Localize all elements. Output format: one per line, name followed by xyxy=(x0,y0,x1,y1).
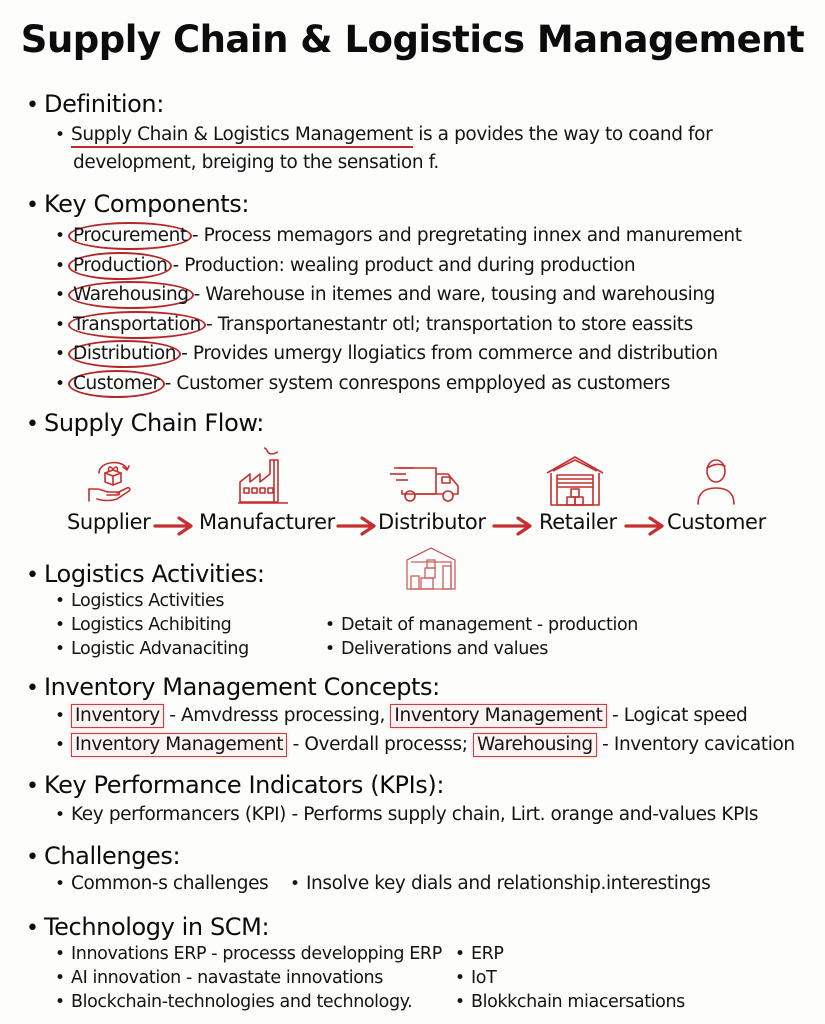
heading-challenges: • Challenges: xyxy=(26,842,181,870)
heading-flow: • Supply Chain Flow: xyxy=(26,409,264,437)
technology-text: ERP xyxy=(471,944,504,964)
logistics-item xyxy=(55,639,249,659)
bullet: • xyxy=(55,968,65,988)
definition-line-2: development, breiging to the sensation f. xyxy=(73,152,439,173)
heading-text: Definition: xyxy=(44,90,164,118)
bullet: • xyxy=(55,735,65,755)
bullet: • xyxy=(455,944,465,964)
bullet: • xyxy=(55,944,65,964)
logistics-item xyxy=(325,639,548,659)
heading-key-components: • Key Components: xyxy=(26,190,250,218)
heading-definition: • Definition: xyxy=(26,90,164,118)
bullet: • xyxy=(55,344,65,364)
kpi-item: • Key performancers (KPI) - Performs supply chain, Lirt. orange and-values KPIs xyxy=(55,804,759,825)
technology-item xyxy=(455,944,504,964)
heading-text: Challenges: xyxy=(44,842,181,870)
component-desc: - Process memagors and pregretating innex and manurement xyxy=(191,225,742,246)
heading-text: Logistics Activities: xyxy=(44,560,265,588)
challenge-text: Common-s challenges xyxy=(71,873,269,894)
component-item xyxy=(55,340,718,368)
page-title: Supply Chain & Logistics Management xyxy=(20,18,805,61)
component-term: Distribution xyxy=(68,340,181,368)
component-item xyxy=(55,370,670,398)
heading-text: Key Performance Indicators (KPIs): xyxy=(44,771,445,799)
bullet: • xyxy=(55,992,65,1012)
logistics-text: Detait of management - production xyxy=(341,615,638,635)
inventory-desc: - Inventory cavication xyxy=(596,734,795,755)
flow-arrow-icon xyxy=(624,514,666,538)
flow-step-retailer: Retailer xyxy=(539,510,617,534)
component-term: Warehousing xyxy=(68,281,194,309)
person-icon xyxy=(694,456,738,506)
bullet: • xyxy=(55,255,65,276)
challenge-text: Insolve key dials and relationship.interestings xyxy=(306,873,711,894)
component-item xyxy=(55,222,742,250)
technology-item xyxy=(455,968,496,988)
bullet: • xyxy=(325,615,335,635)
warehouse-icon xyxy=(545,455,605,507)
inventory-term: Inventory Management xyxy=(390,704,606,728)
technology-item xyxy=(55,968,383,988)
definition-line-1: • Supply Chain & Logistics Management is a povides the way to coand for xyxy=(55,124,712,145)
technology-item xyxy=(455,992,685,1012)
component-term: Transportation xyxy=(68,311,206,339)
heading-text: Technology in SCM: xyxy=(44,913,270,941)
factory-icon xyxy=(238,446,294,504)
heading-text: Inventory Management Concepts: xyxy=(44,673,440,701)
component-item xyxy=(55,281,715,309)
logistics-text: Deliverations and values xyxy=(341,639,549,659)
challenge-item: • Insolve key dials and relationship.interestings xyxy=(290,873,711,894)
component-item xyxy=(55,311,693,339)
bullet: • xyxy=(55,615,65,635)
delivery-truck-icon xyxy=(388,462,470,506)
heading-technology: • Technology in SCM: xyxy=(26,913,270,941)
bullet: • xyxy=(455,968,465,988)
hand-box-icon xyxy=(85,455,141,505)
inventory-item xyxy=(55,704,747,728)
technology-text: Innovations ERP - processs developping ERP xyxy=(71,944,442,964)
bullet: • xyxy=(55,285,65,305)
bullet: • xyxy=(55,639,65,659)
component-desc: - Customer system conrespons empployed as customers xyxy=(164,372,670,394)
component-desc: - Transportanestantr otl; transportation to store eassits xyxy=(205,313,693,335)
challenge-item: • Common-s challenges xyxy=(55,873,269,894)
flow-arrow-icon xyxy=(492,514,534,538)
heading-text: Key Components: xyxy=(44,190,250,218)
heading-kpis: • Key Performance Indicators (KPIs): xyxy=(26,771,445,799)
logistics-item xyxy=(325,615,638,635)
bullet: • xyxy=(55,591,65,611)
warehouse-boxes-icon xyxy=(405,546,457,590)
logistics-text: Logistics Activities xyxy=(71,591,225,611)
heading-inventory: • Inventory Management Concepts: xyxy=(26,673,440,701)
flow-step-manufacturer: Manufacturer xyxy=(199,510,335,534)
component-desc: - Production: wealing product and during production xyxy=(172,254,636,276)
bullet: • xyxy=(55,226,65,246)
flow-step-customer: Customer xyxy=(667,510,766,534)
flow-step-distributor: Distributor xyxy=(378,510,486,534)
component-item xyxy=(55,252,635,280)
bullet: • xyxy=(55,706,65,726)
inventory-term: Inventory Management xyxy=(71,733,287,757)
logistics-text: Logistics Achibiting xyxy=(71,615,232,635)
flow-step-supplier: Supplier xyxy=(67,510,151,534)
definition-text: is a povides the way to coand for xyxy=(412,124,713,145)
technology-text: Blokkchain miacersations xyxy=(471,992,685,1012)
logistics-item xyxy=(55,591,224,611)
technology-text: Blockchain-technologies and technology. xyxy=(71,992,413,1012)
component-term: Production xyxy=(68,252,172,280)
inventory-desc: - Overdall processs; xyxy=(287,734,474,755)
logistics-item xyxy=(55,615,231,635)
kpi-text: Key performancers (KPI) - Performs supply chain, Lirt. orange and-values KPIs xyxy=(71,804,759,825)
technology-text: AI innovation - navastate innovations xyxy=(71,968,383,988)
technology-item xyxy=(55,992,412,1012)
component-desc: - Warehouse in itemes and ware, tousing and warehousing xyxy=(193,284,716,305)
inventory-term: Warehousing xyxy=(473,733,597,757)
technology-text: IoT xyxy=(471,968,497,988)
component-desc: - Provides umergy llogiatics from commerce and distribution xyxy=(181,343,718,364)
heading-text: Supply Chain Flow: xyxy=(44,409,264,437)
inventory-desc: - Logicat speed xyxy=(606,705,748,726)
bullet: • xyxy=(55,373,65,394)
definition-term: Supply Chain & Logistics Management xyxy=(71,124,413,148)
bullet: • xyxy=(55,314,65,335)
technology-item xyxy=(55,944,442,964)
component-term: Procurement xyxy=(68,222,192,250)
flow-arrow-icon xyxy=(153,514,195,538)
heading-logistics: • Logistics Activities: xyxy=(26,560,265,588)
inventory-term: Inventory xyxy=(71,704,164,728)
logistics-text: Logistic Advanaciting xyxy=(71,639,249,659)
inventory-desc: - Amvdresss processing, xyxy=(163,705,391,726)
flow-arrow-icon xyxy=(336,514,378,538)
bullet: • xyxy=(455,992,465,1012)
bullet: • xyxy=(325,639,335,659)
inventory-item xyxy=(55,733,795,757)
component-term: Customer xyxy=(68,370,165,398)
